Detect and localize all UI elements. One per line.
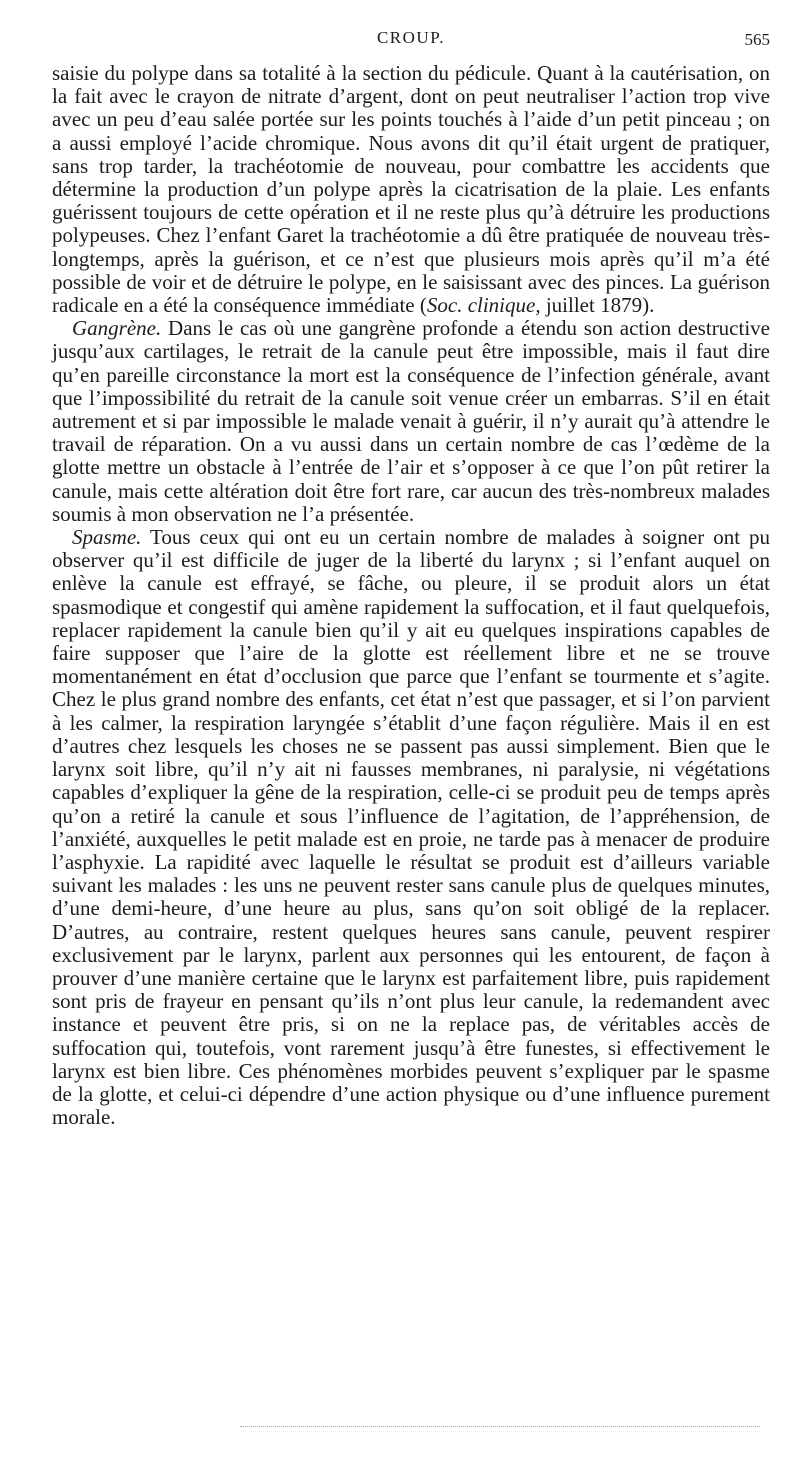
paragraph-spasme bbox=[52, 526, 770, 1129]
citation-soc-clinique: Soc. clinique, bbox=[426, 293, 541, 318]
body-text bbox=[52, 62, 770, 1129]
paragraph-polype bbox=[52, 62, 770, 317]
paragraph-gangrene-text: Dans le cas où une gangrène profonde a étendu son action destructive jusqu’aux cartilages, le retrait de la canule peut être impossible, mais il faut dire qu’en pareille circonstance la mort est la conséquence de l’infection générale, avant que l’impossibilité du retrait de la canule soit venue créer un embarras. S’il en était autrement et si par impossible le malade venait à guérir, il n’y aurait qu’à attendre le travail de réparation. On a vu aussi dans un certain nombre de cas l’œdème de la glotte mettre un obstacle à l’entrée de l’air et s’opposer à ce que l’on pût retirer la canule, mais cette altération doit être fort rare, car aucun des très-nombreux malades soumis à mon observation ne l’a présentée. bbox=[52, 316, 770, 526]
paragraph-gangrene bbox=[52, 317, 770, 526]
paragraph-polype-text: saisie du polype dans sa totalité à la section du pédicule. Quant à la cautérisation, on la fait avec le crayon de nitrate d’argent, dont on peut neutraliser l’action trop vive avec un peu d’eau salée portée sur les points touchés à l’aide d’un petit pinceau ; on a aussi employé l’acide chromique. Nous avons dit qu’il était urgent de pratiquer, sans trop tarder, la trachéotomie de nouveau, pour combattre les accidents que détermine la production d’un polype après la cicatrisation de la plaie. Les enfants guérissent toujours de cette opération et il ne reste plus qu’à détruire les productions polypeuses. Chez l’enfant Garet la trachéotomie a dû être pratiquée de nouveau très-longtemps, après la guérison, et ce n’est que plusieurs mois après qu’il m’a été possible de voir et de détruire le polype, en le saisissant avec des pinces. La guérison radicale en a été la conséquence immédiate ( bbox=[52, 61, 770, 318]
section-label-spasme: Spasme. bbox=[72, 525, 142, 550]
paragraph-spasme-text: Tous ceux qui ont eu un certain nombre de malades à soigner ont pu observer qu’il est difficile de juger de la liberté du larynx ; si l’enfant auquel on enlève la canule est effrayé, se fâche, ou pleure, il se produit alors un état spasmodique et congestif qui amène rapidement la suffocation, et il faut quelquefois, replacer rapidement la canule bien qu’il y ait eu quelques inspirations capables de faire supposer que l’aire de la glotte est réellement libre et ne se trouve momentanément en état d’occlusion que parce que l’enfant se tourmente et s’agite. Chez le plus grand nombre des enfants, cet état n’est que passager, et si l’on parvient à les calmer, la respiration laryngée s’établit d’une façon régulière. Mais il en est d’autres chez lesquels les choses ne se passent pas aussi simplement. Bien que le larynx soit libre, qu’il n’y ait ni fausses membranes, ni paralysie, ni végétations capables d’expliquer la gêne de la respiration, celle-ci se produit peu de temps après qu’on a retiré la canule et sous l’influence de l’agitation, de l’appréhension, de l’anxiété, auxquelles le petit malade est en proie, ne tarde pas à menacer de produire l’asphyxie. La rapidité avec laquelle le résultat se produit est d’ailleurs variable suivant les malades : les uns ne peuvent rester sans canule plus de quelques minutes, d’une demi-heure, d’une heure au plus, sans qu’on soit obligé de la replacer. D’autres, au contraire, restent quelques heures sans canule, peuvent respirer exclusivement par le larynx, parlent aux personnes qui les entourent, de façon à prouver d’une manière certaine que le larynx est parfaitement libre, puis rapidement sont pris de frayeur en pensant qu’ils n’ont plus leur canule, la redemandent avec instance et peuvent être pris, si on ne la replace pas, de véritables accès de suffocation qui, toutefois, vont rarement jusqu’à être funestes, si effectivement le larynx est bien libre. Ces phénomènes morbides peuvent s’expliquer par le spasme de la glotte, et celui-ci dépendre d’une action physique ou d’une influence purement morale. bbox=[52, 525, 770, 1130]
running-head: CROUP. bbox=[376, 28, 446, 47]
section-label-gangrene: Gangrène. bbox=[72, 316, 162, 341]
footer-rule bbox=[240, 1426, 760, 1427]
page-header bbox=[52, 28, 770, 54]
paragraph-polype-end: juillet 1879). bbox=[540, 293, 655, 318]
page-number: 565 bbox=[744, 30, 770, 49]
